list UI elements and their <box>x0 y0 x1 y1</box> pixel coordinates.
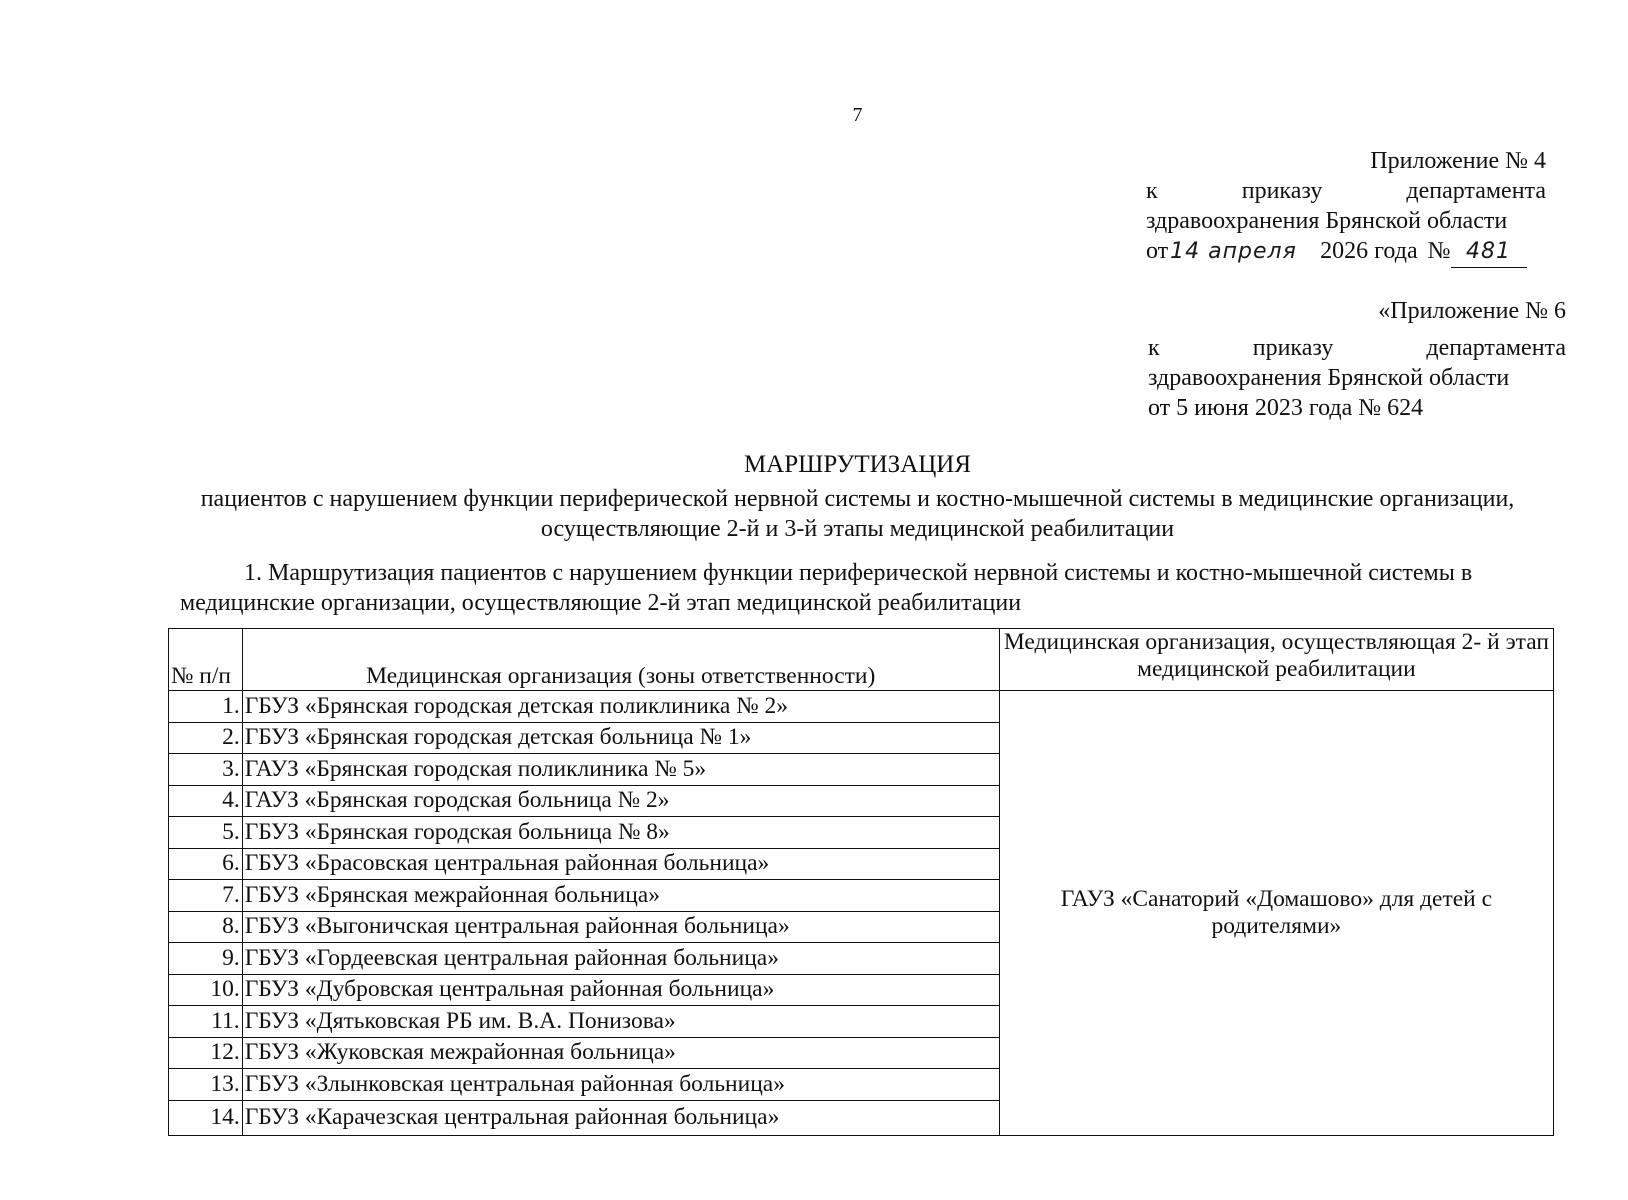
appendix-old-title: «Приложение № 6 <box>1378 298 1566 324</box>
header-rehab-organization: Медицинская организация, осуществляющая 2- й этап медицинской реабилитации <box>999 629 1553 691</box>
appendix-new-title: Приложение № 4 <box>1370 148 1546 174</box>
page-number: 7 <box>852 104 863 126</box>
row-organization: ГБУЗ «Дубровская центральная районная больница» <box>242 974 999 1006</box>
row-organization: ГБУЗ «Злынковская центральная районная больница» <box>242 1069 999 1101</box>
rehab-destination-cell: ГАУЗ «Санаторий «Домашово» для детей с родителями» <box>999 691 1553 1136</box>
row-organization: ГБУЗ «Дятьковская РБ им. В.А. Понизова» <box>242 1006 999 1038</box>
row-organization: ГАУЗ «Брянская городская больница № 2» <box>242 785 999 817</box>
appendix-old-header <box>1148 296 1566 423</box>
row-number: 12. <box>169 1037 243 1069</box>
row-number: 13. <box>169 1069 243 1101</box>
appendix-old-order-line <box>1148 333 1566 363</box>
row-number: 7. <box>169 880 243 912</box>
row-number: 11. <box>169 1006 243 1038</box>
row-organization: ГБУЗ «Брянская городская детская больница № 1» <box>242 722 999 754</box>
row-organization: ГБУЗ «Жуковская межрайонная больница» <box>242 1037 999 1069</box>
year-text: 2026 года <box>1320 238 1418 264</box>
row-organization: ГБУЗ «Брасовская центральная районная больница» <box>242 848 999 880</box>
row-organization: ГБУЗ «Карачезская центральная районная больница» <box>242 1100 999 1135</box>
handwritten-order-number: 481 <box>1451 237 1527 268</box>
department-word: департамента <box>1426 335 1566 361</box>
row-organization: ГБУЗ «Выгоничская центральная районная больница» <box>242 911 999 943</box>
row-organization: ГАУЗ «Брянская городская поликлиника № 5» <box>242 754 999 786</box>
appendix-new-order-line <box>1146 176 1546 206</box>
appendix-new-header <box>1146 146 1546 268</box>
row-organization: ГБУЗ «Брянская городская больница № 8» <box>242 817 999 849</box>
row-number: 5. <box>169 817 243 849</box>
row-number: 14. <box>169 1100 243 1135</box>
number-prefix: № <box>1427 238 1451 264</box>
department-word: департамента <box>1406 178 1546 204</box>
appendix-old-date: от 5 июня 2023 года № 624 <box>1148 395 1424 421</box>
row-number: 9. <box>169 943 243 975</box>
date-prefix: от <box>1146 238 1169 264</box>
order-word: приказу <box>1241 178 1323 204</box>
appendix-new-date-line <box>1146 236 1546 268</box>
row-number: 6. <box>169 848 243 880</box>
preposition: к <box>1148 335 1160 361</box>
document-subtitle: пациентов с нарушением функции периферической нервной системы и костно-мышечной системы в медицинские организации, осуществляющие 2-й и 3-й этапы медицинской реабилитации <box>200 486 1515 542</box>
row-organization: ГБУЗ «Гордеевская центральная районная больница» <box>242 943 999 975</box>
row-number: 4. <box>169 785 243 817</box>
appendix-new-department: здравоохранения Брянской области <box>1146 208 1508 234</box>
document-title: МАРШРУТИЗАЦИЯ <box>743 451 972 478</box>
row-number: 2. <box>169 722 243 754</box>
section-heading: 1. Маршрутизация пациентов с нарушением функции периферической нервной системы и костно-мышечной системы в медицинские организации, осуществляющие 2-й этап медицинской реабилитации <box>180 560 1473 616</box>
row-number: 8. <box>169 911 243 943</box>
table-header-row <box>169 629 1554 691</box>
header-number: № п/п <box>169 629 243 691</box>
header-organization: Медицинская организация (зоны ответственности) <box>242 629 999 691</box>
preposition: к <box>1146 178 1158 204</box>
routing-table <box>168 628 1554 1136</box>
row-organization: ГБУЗ «Брянская межрайонная больница» <box>242 880 999 912</box>
appendix-old-department: здравоохранения Брянской области <box>1148 365 1510 391</box>
row-number: 10. <box>169 974 243 1006</box>
table-row <box>169 691 1554 723</box>
row-number: 1. <box>169 691 243 723</box>
handwritten-date: 14 апреля <box>1170 239 1297 264</box>
row-organization: ГБУЗ «Брянская городская детская поликлиника № 2» <box>242 691 999 723</box>
order-word: приказу <box>1252 335 1334 361</box>
row-number: 3. <box>169 754 243 786</box>
